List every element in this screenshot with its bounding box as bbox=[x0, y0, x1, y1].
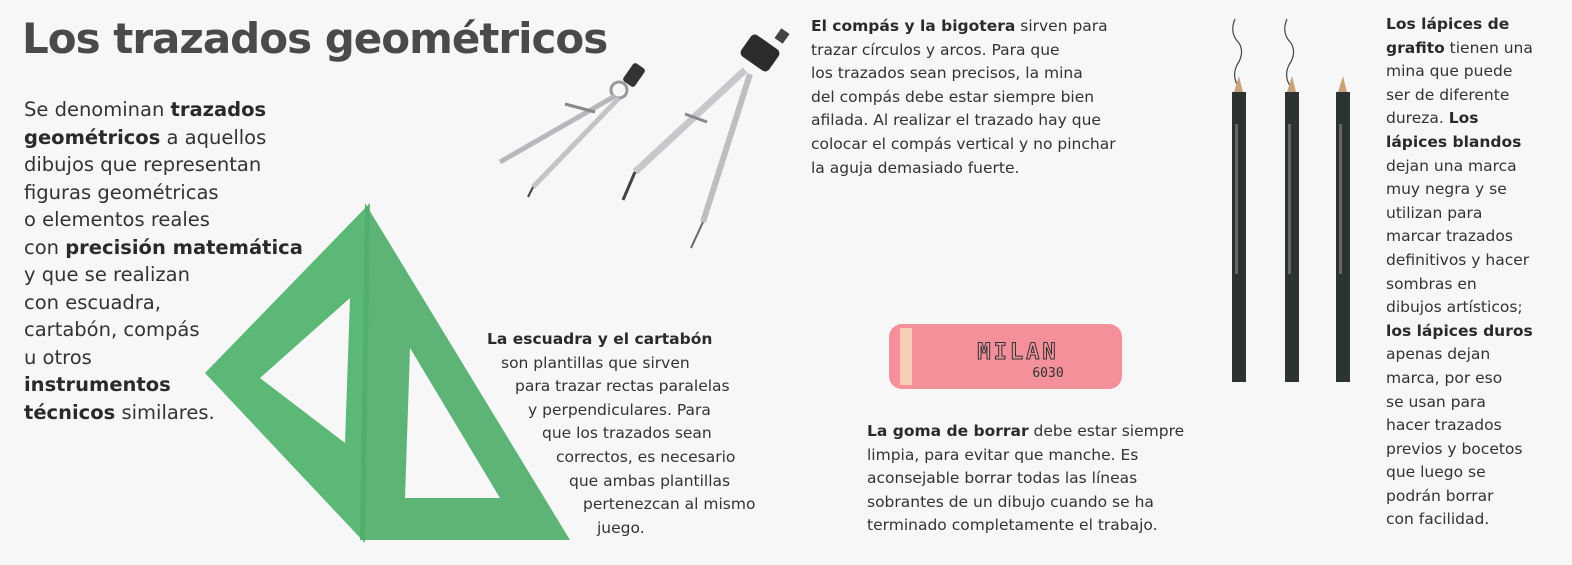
eraser-model: 6030 bbox=[1032, 366, 1064, 381]
bold-term: La escuadra y el cartabón bbox=[487, 330, 713, 348]
text-run: trazar círculos y arcos. Para que bbox=[811, 40, 1060, 59]
text-run: juego. bbox=[597, 518, 645, 537]
text-run: dibujos que representan bbox=[24, 153, 262, 176]
pencils-line bbox=[1386, 225, 1533, 249]
pencils-line bbox=[1386, 343, 1533, 367]
pencils-line bbox=[1386, 391, 1533, 415]
eraser-illustration bbox=[888, 322, 1124, 392]
pencils-line bbox=[1386, 438, 1533, 462]
text-run: que ambas plantillas bbox=[569, 471, 731, 490]
text-run: hacer trazados bbox=[1386, 416, 1502, 435]
text-run: apenas dejan bbox=[1386, 345, 1491, 364]
text-run: ser de diferente bbox=[1386, 85, 1510, 104]
squares-text bbox=[487, 328, 755, 540]
bold-term: La goma de borrar bbox=[867, 422, 1029, 440]
compass-icon bbox=[623, 28, 790, 248]
pencils-line bbox=[1386, 60, 1533, 84]
intro-line bbox=[24, 151, 303, 179]
bold-term: grafito bbox=[1386, 38, 1445, 57]
squares-line bbox=[487, 422, 755, 446]
pencils-line bbox=[1386, 178, 1533, 202]
bold-term: técnicos bbox=[24, 400, 116, 424]
text-run: debe estar siempre bbox=[1028, 422, 1185, 440]
text-run: cartabón, compás bbox=[24, 318, 200, 341]
eraser-line bbox=[867, 444, 1184, 468]
bold-term: los lápices duros bbox=[1386, 321, 1533, 340]
text-run: la aguja demasiado fuerte. bbox=[811, 158, 1020, 177]
eraser-line bbox=[867, 467, 1184, 491]
pencils-line bbox=[1386, 320, 1533, 344]
text-run: dejan una marca bbox=[1386, 156, 1517, 175]
bold-term: Los bbox=[1448, 109, 1479, 128]
text-run: o elementos reales bbox=[24, 208, 210, 231]
eraser-text bbox=[867, 420, 1184, 538]
pencils-line bbox=[1386, 155, 1533, 179]
pencils-line bbox=[1386, 37, 1533, 61]
text-run: pertenezcan al mismo bbox=[583, 495, 756, 514]
text-run: se usan para bbox=[1386, 392, 1486, 411]
eraser-line bbox=[867, 420, 1184, 444]
text-run: del compás debe estar siempre bien bbox=[811, 87, 1095, 106]
pencil-icon-1 bbox=[1232, 19, 1246, 382]
text-run: utilizan para bbox=[1386, 203, 1483, 222]
text-run: tienen una bbox=[1444, 38, 1533, 57]
pencils-line bbox=[1386, 249, 1533, 273]
pencils-line bbox=[1386, 131, 1533, 155]
text-run: que luego se bbox=[1386, 463, 1486, 482]
pencils-line bbox=[1386, 508, 1533, 532]
bold-term: instrumentos bbox=[24, 373, 171, 396]
eraser-brand: MILAN bbox=[977, 340, 1059, 365]
pencils-line bbox=[1386, 202, 1533, 226]
pencils-line bbox=[1386, 296, 1533, 320]
compass-line bbox=[811, 157, 1116, 181]
compass-line bbox=[811, 109, 1116, 133]
text-run: con facilidad. bbox=[1386, 510, 1490, 529]
text-run: con escuadra, bbox=[24, 290, 161, 314]
text-run: sombras en bbox=[1386, 274, 1477, 293]
text-run: podrán borrar bbox=[1386, 486, 1494, 505]
text-run: previos y bocetos bbox=[1386, 439, 1523, 458]
page-title: Los trazados geométricos bbox=[22, 14, 608, 63]
text-run: u otros bbox=[24, 345, 92, 369]
text-run: y que se realizan bbox=[24, 263, 190, 286]
text-run: a aquellos bbox=[160, 125, 267, 149]
text-run: similares. bbox=[115, 400, 215, 424]
text-run: son plantillas que sirven bbox=[501, 353, 690, 372]
text-run: definitivos y hacer bbox=[1386, 250, 1530, 269]
squares-line bbox=[487, 446, 755, 470]
text-run: sobrantes de un dibujo cuando se ha bbox=[867, 492, 1154, 511]
text-run: marcar trazados bbox=[1386, 227, 1513, 246]
text-run: con bbox=[24, 235, 66, 259]
text-run: los trazados sean precisos, la mina bbox=[811, 64, 1083, 83]
pencils-line bbox=[1386, 13, 1533, 37]
text-run: mina que puede bbox=[1386, 62, 1513, 81]
intro-line bbox=[24, 96, 303, 124]
bow-compass-icon bbox=[500, 62, 646, 197]
pencils-line bbox=[1386, 414, 1533, 438]
text-run: limpia, para evitar que manche. Es bbox=[867, 445, 1139, 464]
text-run: correctos, es necesario bbox=[556, 447, 736, 466]
pencils-line bbox=[1386, 485, 1533, 509]
bold-term: trazados bbox=[170, 98, 267, 121]
text-run: dibujos artísticos; bbox=[1386, 298, 1523, 317]
pencils-line bbox=[1386, 84, 1533, 108]
text-run: sirven para bbox=[1015, 17, 1108, 35]
compass-line bbox=[811, 15, 1116, 39]
bold-term: Los lápices de bbox=[1386, 15, 1510, 33]
compass-line bbox=[811, 62, 1116, 86]
text-run: terminado completamente el trabajo. bbox=[867, 516, 1158, 535]
pencils-line bbox=[1386, 107, 1533, 131]
squares-line bbox=[487, 493, 755, 517]
text-run: y perpendiculares. Para bbox=[528, 400, 711, 419]
text-run: marca, por eso bbox=[1386, 368, 1503, 387]
squares-line bbox=[487, 399, 755, 423]
pencil-icon-3 bbox=[1336, 76, 1350, 382]
text-run: muy negra y se bbox=[1386, 180, 1507, 199]
pencils-line bbox=[1386, 461, 1533, 485]
bold-term: lápices blandos bbox=[1386, 132, 1522, 151]
squares-line bbox=[487, 517, 755, 541]
pencils-illustration bbox=[1215, 14, 1365, 389]
compass-line bbox=[811, 39, 1116, 63]
squares-line bbox=[487, 328, 755, 352]
eraser-line bbox=[867, 514, 1184, 538]
compass-text bbox=[811, 15, 1116, 180]
text-run: Se denominan bbox=[24, 98, 171, 121]
pencils-line bbox=[1386, 367, 1533, 391]
cartabon-icon bbox=[205, 203, 370, 543]
compass-line bbox=[811, 133, 1116, 157]
squares-line bbox=[487, 375, 755, 399]
compass-line bbox=[811, 86, 1116, 110]
pencil-icon-2 bbox=[1285, 19, 1299, 382]
bold-term: El compás y la bigotera bbox=[811, 17, 1016, 35]
eraser-line bbox=[867, 491, 1184, 515]
text-run: afilada. Al realizar el trazado hay que bbox=[811, 111, 1101, 130]
text-run: colocar el compás vertical y no pinchar bbox=[811, 134, 1116, 153]
pencils-line bbox=[1386, 273, 1533, 297]
pencils-text bbox=[1386, 13, 1533, 532]
bold-term: geométricos bbox=[24, 125, 161, 149]
intro-line bbox=[24, 124, 303, 152]
text-run: dureza. bbox=[1386, 109, 1449, 128]
bold-term: precisión matemática bbox=[65, 235, 303, 259]
squares-line bbox=[487, 352, 755, 376]
text-run: figuras geométricas bbox=[24, 180, 219, 204]
squares-line bbox=[487, 470, 755, 494]
text-run: aconsejable borrar todas las líneas bbox=[867, 469, 1138, 488]
text-run: que los trazados sean bbox=[542, 424, 712, 443]
text-run: para trazar rectas paralelas bbox=[515, 377, 730, 396]
